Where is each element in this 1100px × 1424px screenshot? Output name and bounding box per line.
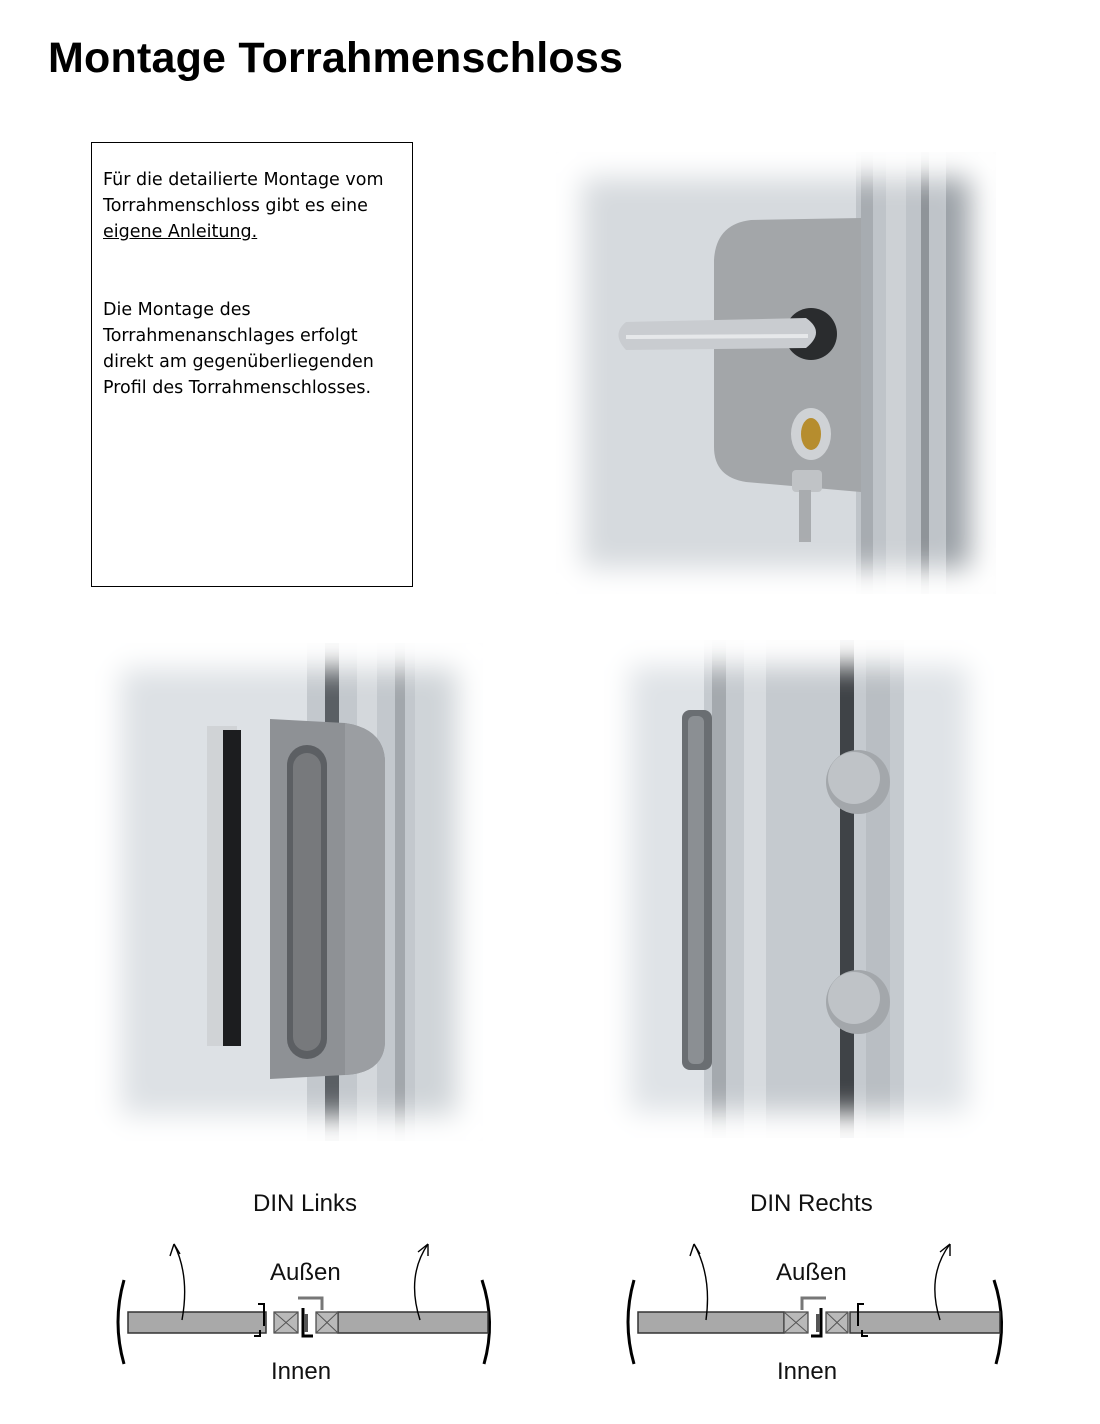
din-left-diagram — [110, 1232, 510, 1372]
page-title: Montage Torrahmenschloss — [48, 34, 624, 82]
din-right-outside-label: Außen — [776, 1259, 847, 1286]
info-box — [91, 142, 413, 587]
din-right-diagram — [620, 1232, 1020, 1372]
info-text-1: Für die detailierte Montage vom Torrahmenschloss gibt es eine — [103, 170, 384, 216]
manual-link[interactable]: eigene Anleitung. — [103, 222, 258, 242]
info-paragraph-1 — [103, 167, 402, 245]
din-left-outside-label: Außen — [270, 1259, 341, 1286]
photo-strike-plate — [95, 643, 483, 1141]
din-right-inside-label: Innen — [777, 1358, 838, 1385]
din-left-inside-label: Innen — [271, 1358, 332, 1385]
photo-lock-with-handle — [556, 152, 996, 594]
din-right-heading: DIN Rechts — [750, 1190, 873, 1217]
din-left-heading: DIN Links — [253, 1190, 358, 1217]
info-paragraph-2: Die Montage des Torrahmenanschlages erfolgt direkt am gegenüberliegenden Profil des Torrahmenschlosses. — [103, 300, 374, 398]
photo-frame-profile — [604, 640, 994, 1138]
